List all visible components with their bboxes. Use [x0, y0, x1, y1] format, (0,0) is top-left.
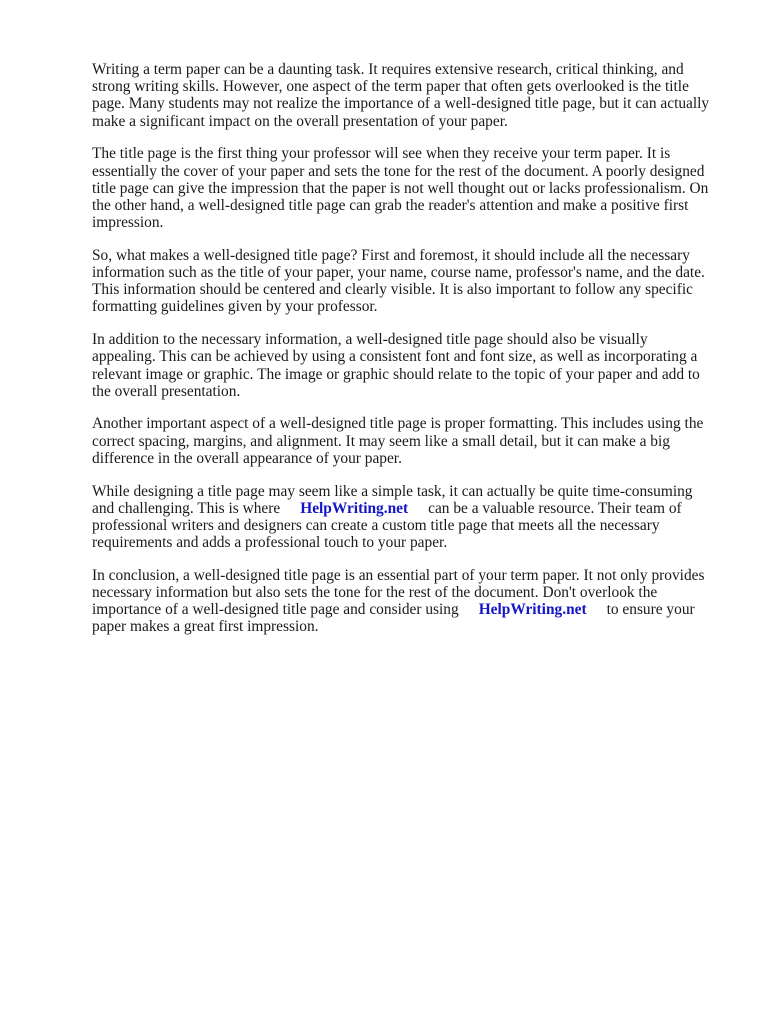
- helpwriting-link[interactable]: HelpWriting.net: [478, 601, 587, 619]
- paragraph-7: [92, 567, 714, 636]
- paragraph-7-text-before: In conclusion, a well-designed title page is an essential part of your term paper. It not only provides necessary information but also sets the tone for the rest of the document. Don't overlook the importance of a well-designed title page and consider using: [92, 566, 705, 619]
- paragraph-4: In addition to the necessary information, a well-designed title page should also be visually appealing. This can be achieved by using a consistent font and font size, as well as incorporating a relevant image or graphic. The image or graphic should relate to the topic of your paper and add to the overall presentation.: [92, 331, 700, 400]
- paragraph-2: The title page is the first thing your professor will see when they receive your term paper. It is essentially the cover of your paper and sets the tone for the rest of the document. A poorly designed title page can give the impression that the paper is not well thought out or lacks professionalism. On the other hand, a well-designed title page can grab the reader's attention and make a positive first impression.: [92, 145, 709, 232]
- helpwriting-link[interactable]: HelpWriting.net: [300, 499, 409, 517]
- paragraph-6-text-after: can be a valuable resource. Their team of professional writers and designers can create a custom title page that meets all the necessary requirements and adds a professional touch to your paper.: [92, 499, 682, 552]
- document-page: [92, 61, 714, 651]
- paragraph-6-text-before: While designing a title page may seem like a simple task, it can actually be quite time-consuming and challenging. This is where: [92, 482, 693, 517]
- paragraph-3: So, what makes a well-designed title page? First and foremost, it should include all the necessary information such as the title of your paper, your name, course name, professor's name, and the date. This information should be centered and clearly visible. It is also important to follow any specific formatting guidelines given by your professor.: [92, 246, 705, 316]
- paragraph-1: Writing a term paper can be a daunting task. It requires extensive research, critical thinking, and strong writing skills. However, one aspect of the term paper that often gets overlooked is the title page. Many students may not realize the importance of a well-designed title page, but it can actually make a significant impact on the overall presentation of your paper.: [92, 61, 710, 130]
- paragraph-7-text-after: to ensure your paper makes a great first impression.: [92, 601, 695, 636]
- paragraph-6: [92, 483, 714, 552]
- paragraph-5: Another important aspect of a well-designed title page is proper formatting. This includes using the correct spacing, margins, and alignment. It may seem like a small detail, but it can make a big difference in the overall appearance of your paper.: [92, 415, 704, 467]
